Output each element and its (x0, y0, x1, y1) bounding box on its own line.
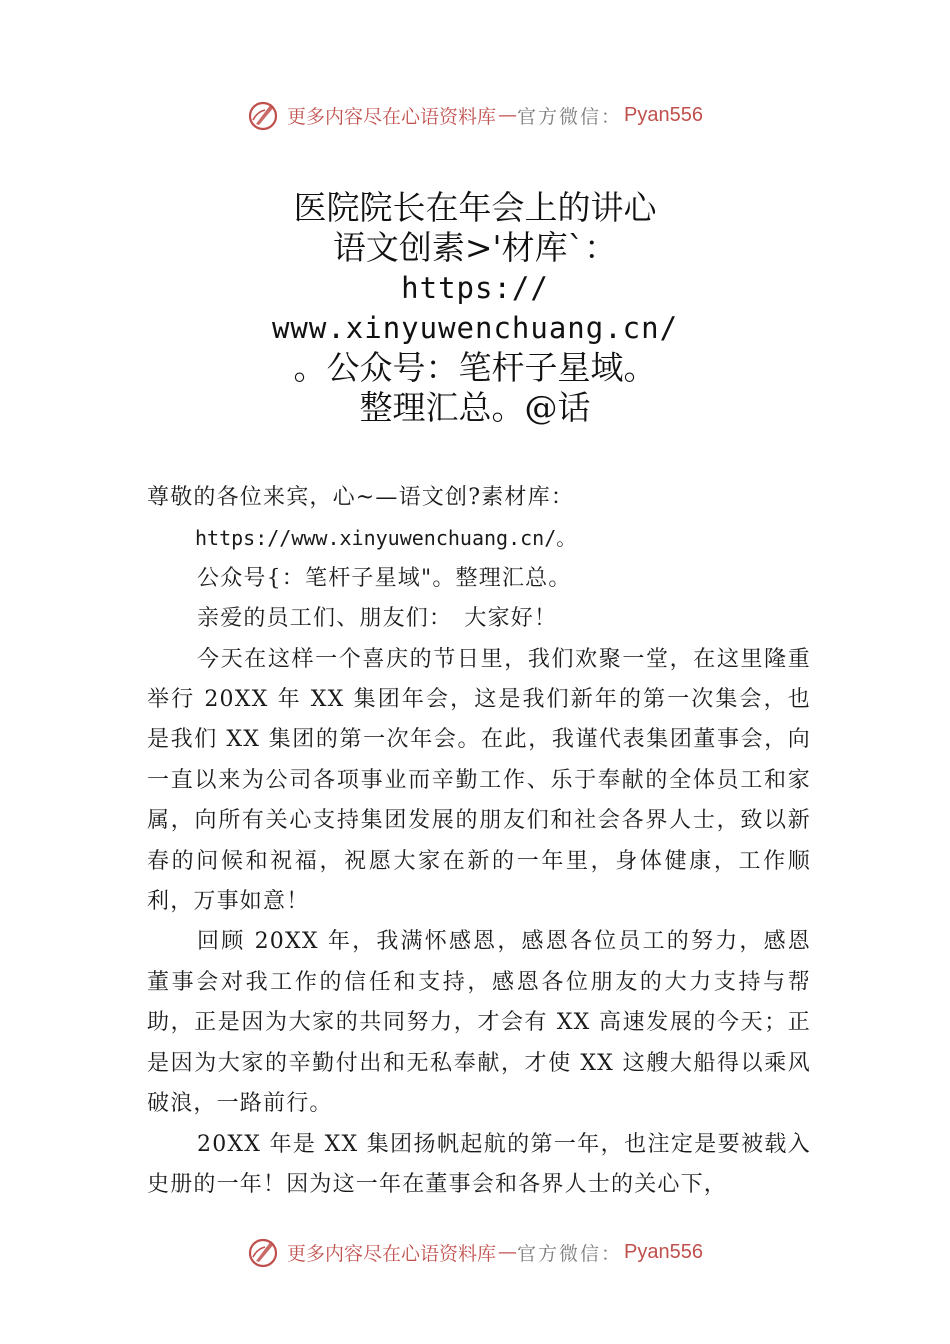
document-title (0, 188, 950, 428)
title-line-3: https:// (401, 271, 549, 305)
paragraph-2: 回顾 20XX 年，我满怀感恩，感恩各位员工的努力，感恩董事会对我工作的信任和支持，感恩各位朋友的大力支持与帮助，正是因为大家的共同努力，才会有 XX 高速发展的今天；正是因为大家的辛勤付出和无私奉献，才使 XX 这艘大船得以乘风破浪，一路前行。 (147, 929, 811, 1117)
document-body (147, 478, 811, 1205)
banner-wechat-id: Pyan556 (624, 103, 703, 126)
title-line-1: 医院院长在年会上的讲心 (293, 188, 657, 227)
quill-circle-logo-icon (247, 1235, 281, 1269)
banner-official-label: 官方微信： (517, 1242, 623, 1265)
header-banner (0, 95, 950, 135)
title-line-4: www.xinyuwenchuang.cn/ (271, 311, 679, 345)
banner-text: 更多内容尽在心语资料库 (287, 105, 497, 128)
paragraph-1: 今天在这样一个喜庆的节日里，我们欢聚一堂，在这里隆重举行 20XX 年 XX 集团年会，这是我们新年的第一次集会，也是我们 XX 集团的第一次年会。在此，我谨代表集团董事会，向一直以来为公司各项事业而辛勤工作、乐于奉献的全体员工和家属，向所有关心支持集团发展的朋友们和社会各界人士，致以新春的问候和祝福，祝愿大家在新的一年里，身体健康，工作顺利，万事如意！ (147, 646, 811, 915)
title-line-2: 语文创素>'材库`： (332, 228, 618, 267)
banner-text: 更多内容尽在心语资料库 (287, 1242, 497, 1265)
banner-wechat-id: Pyan556 (624, 1240, 703, 1263)
greeting-line: 尊敬的各位来宾，心~—语文创?素材库： (147, 485, 575, 510)
paragraph-3: 20XX 年是 XX 集团扬帆起航的第一年，也注定是要被载入史册的一年！因为这一年在董事会和各界人士的关心下， (147, 1131, 811, 1197)
banner-separator: — (498, 1241, 518, 1263)
footer-banner (0, 1232, 950, 1272)
quill-circle-logo-icon (247, 98, 281, 132)
banner-official-label: 官方微信： (517, 105, 623, 128)
title-line-6: 整理汇总。@话 (359, 388, 591, 427)
banner-separator: — (498, 104, 518, 126)
title-line-5: 。公众号：笔杆子星域。 (293, 348, 657, 387)
salutation-line: 亲爱的员工们、朋友们： 大家好！ (197, 606, 558, 632)
source-url-line: https://www.xinyuwenchuang.cn/。 (195, 526, 577, 551)
account-line: 公众号{：笔杆子星域"。整理汇总。 (197, 565, 572, 591)
